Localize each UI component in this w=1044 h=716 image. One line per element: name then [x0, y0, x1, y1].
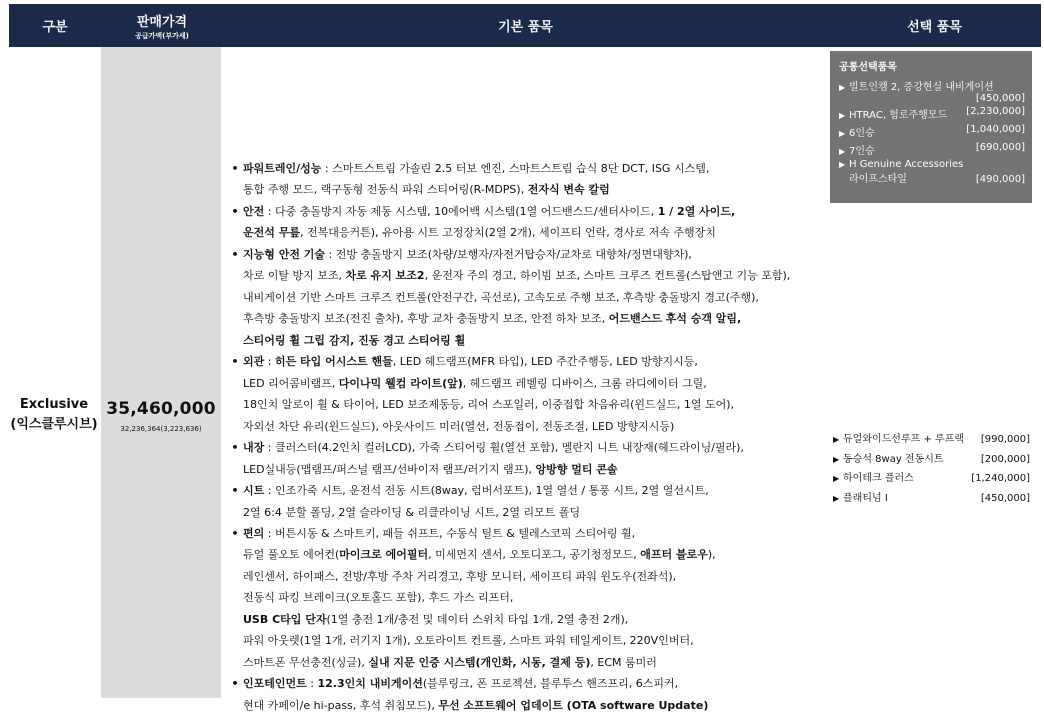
basic-item-text: 1 / 2열 사이드,: [657, 204, 736, 218]
basic-item-text: 마이크로 에어필터: [339, 548, 429, 562]
basic-item-text: 파워 아웃렛(1열 1개, 러기지 1개), 오토라이트 컨트롤, 스마트 파워 테일게이트, 220V인버터,: [243, 634, 694, 648]
trim-option-name: 플래티넘 I: [843, 492, 888, 504]
trim-option-item: [833, 489, 1030, 509]
triangle-bullet-icon: ▶: [833, 493, 840, 503]
common-option-name: H Genuine Accessories: [849, 159, 964, 170]
basic-item-text: 전동식 파킹 브레이크(오토홀드 포함), 후드 가스 리프터,: [243, 591, 514, 605]
basic-item-text: 애프터 블로우: [640, 548, 708, 562]
common-option-price: [690,000]: [975, 142, 1025, 153]
header-price-sub: 공급가액(부가세): [135, 31, 189, 40]
triangle-bullet-icon: ▶: [833, 454, 840, 464]
basic-item-text: 18인치 알로이 휠 & 타이어, LED 보조제동등, 리어 스포일러, 이중접합 차음유리(윈드실드, 1열 도어),: [243, 398, 735, 412]
common-option-name: HTRAC, 험로주행모드: [849, 110, 948, 121]
header-options: 선택 품목: [907, 20, 962, 35]
basic-item-line: [227, 523, 825, 544]
basic-item-line: [227, 502, 825, 523]
sale-price: 35,460,000: [106, 399, 216, 419]
triangle-bullet-icon: ▶: [839, 111, 846, 120]
basic-item-text: : 클러스터(4.2인치 컬러LCD), 가죽 스티어링 휠(열선 포함), 멜란지 니트 내장재(헤드라이닝/필라),: [264, 441, 744, 455]
triangle-bullet-icon: ▶: [839, 160, 846, 169]
basic-item-text: 파워트레인/성능: [243, 162, 322, 175]
basic-item-text: 무선 소프트웨어 업데이트 (OTA software Update): [438, 698, 709, 712]
table-header: [9, 4, 1041, 47]
basic-item-text: 지능형 안전 기술: [243, 247, 326, 261]
bullet-icon: •: [231, 677, 239, 691]
trim-option-price: [200,000]: [980, 453, 1030, 465]
trim-option-item: [833, 469, 1030, 489]
basic-item-line: [227, 287, 825, 308]
basic-item-text: : 인조가죽 시트, 운전석 전동 시트(8way, 럼버서포트), 1열 열선 / 통풍 시트, 2열 열선시트,: [264, 484, 709, 498]
basic-item-text: 내비게이션 기반 스마트 크루즈 컨트롤(안전구간, 곡선로), 고속도로 주행 보조, 후측방 충돌방지 경고(주행),: [243, 290, 759, 304]
basic-item-text: (블루링크, 폰 프로젝션, 블루투스 핸즈프리, 6스피커,: [422, 677, 679, 691]
basic-item-text: , 헤드램프 레벨링 디바이스, 크롬 라디에이터 그릴,: [462, 376, 707, 390]
basic-item-text: USB C타입 단자: [243, 612, 327, 626]
trim-option-name: 동승석 8way 전동시트: [843, 453, 944, 465]
common-option-price: [490,000]: [975, 174, 1025, 185]
bullet-icon: •: [231, 162, 239, 175]
basic-item-line: [227, 437, 825, 458]
basic-item-line: [227, 673, 825, 694]
triangle-bullet-icon: ▶: [833, 474, 840, 483]
common-option-price: [1,040,000]: [966, 124, 1025, 135]
basic-item-line: [227, 416, 825, 437]
basic-items-list: [227, 158, 825, 716]
options-cell: [828, 47, 1041, 698]
basic-item-text: 내장: [243, 441, 265, 455]
basic-item-text: , LED 헤드램프(MFR 타입), LED 주간주행등, LED 방향지시등,: [392, 355, 698, 369]
common-option-item: [839, 124, 1025, 139]
common-option-name-line2: 라이프스타일: [849, 174, 907, 185]
basic-item-line: [227, 587, 825, 608]
triangle-bullet-icon: ▶: [839, 129, 846, 138]
basic-item-text: LED 리어콤비램프,: [243, 376, 339, 390]
basic-item-line: [227, 244, 825, 265]
basic-item-line: [227, 459, 825, 480]
basic-item-text: : 버튼시동 & 스마트키, 패들 쉬프트, 수동식 틸트 & 텔레스코픽 스티어링 휠,: [264, 526, 636, 540]
common-option-name: 6인승: [849, 128, 875, 139]
basic-item-line: [227, 351, 825, 372]
basic-item-line: [227, 222, 825, 243]
common-option-name: 7인승: [849, 146, 875, 157]
basic-item-text: 차로 유지 보조2: [345, 269, 425, 283]
bullet-icon: •: [231, 204, 239, 218]
basic-item-line: [227, 179, 825, 200]
basic-item-line: [227, 609, 825, 630]
basic-item-text: 12.3인치 내비게이션: [317, 677, 423, 691]
header-basic-items: 기본 품목: [498, 20, 553, 35]
basic-item-text: 후측방 충돌방지 보조(전진 출차), 후방 교차 충돌방지 보조, 안전 하차 보조,: [243, 312, 609, 326]
basic-item-text: :: [264, 355, 275, 369]
price-cell: [101, 47, 221, 698]
basic-item-text: 레인센서, 하이패스, 전방/후방 주차 거리경고, 후방 모니터, 세이프티 파워 윈도우(전좌석),: [243, 569, 677, 583]
basic-item-line: [227, 544, 825, 565]
triangle-bullet-icon: ▶: [833, 435, 840, 444]
bullet-icon: •: [231, 247, 239, 261]
basic-item-text: :: [306, 677, 318, 691]
bullet-icon: •: [231, 355, 239, 369]
trim-option-name: 듀얼와이드선루프 + 루프랙: [843, 434, 964, 445]
header-division: 구분: [42, 20, 68, 35]
basic-item-text: : 전방 충돌방지 보조(차량/보행자/자전거탑승자/교차로 대향차/정면대향차),: [325, 247, 692, 261]
common-option-name: 빌트인캠 2, 증강현실 내비게이션: [849, 82, 994, 93]
trim-option-item: [833, 450, 1030, 470]
trim-name-cell: [9, 47, 99, 698]
trim-name: Exclusive (익스클루시브): [10, 397, 98, 432]
basic-item-text: 실내 지문 인증 시스템(개인화, 시동, 결제 등): [368, 655, 591, 669]
basic-item-line: [227, 566, 825, 587]
basic-item-text: 2열 6:4 분할 폴딩, 2열 슬라이딩 & 리클라이닝 시트, 2열 리모트 폴딩: [243, 505, 581, 519]
basic-item-text: 자외선 차단 유리(윈드실드), 아웃사이드 미러(열선, 전동접이, 전동조절, LED 방향지시등): [243, 419, 675, 433]
basic-item-text: 스마트폰 무선충전(싱글),: [243, 655, 369, 669]
basic-item-text: : 스마트스트림 가솔린 2.5 터보 엔진, 스마트스트림 습식 8단 DCT, ISG 시스템,: [321, 162, 710, 175]
common-option-price: [2,230,000]: [966, 106, 1025, 117]
basic-item-text: , 미세먼지 센서, 오토디포그, 공기청정모드,: [428, 548, 641, 562]
basic-items-cell: [223, 47, 826, 712]
common-options-title: 공통선택품목: [839, 62, 897, 73]
basic-item-text: 차로 이탈 방지 보조,: [243, 269, 346, 283]
trim-option-item: [833, 430, 1030, 450]
basic-item-line: [227, 308, 825, 329]
basic-item-text: , 운전자 주의 경고, 하이빔 보조, 스마트 크루즈 컨트롤(스탑앤고 기능 포함),: [424, 269, 791, 283]
common-option-item: [839, 142, 1025, 157]
supply-price: 32,236,364(3,223,636): [120, 425, 202, 433]
basic-item-text: 외관: [243, 355, 265, 369]
basic-item-text: (1열 충전 1개/충전 및 데이터 스위치 타입 1개, 2열 충전 2개),: [326, 612, 629, 626]
basic-item-line: [227, 630, 825, 651]
triangle-bullet-icon: ▶: [839, 83, 846, 92]
trim-options-list: [833, 430, 1030, 508]
bullet-icon: •: [231, 441, 239, 455]
basic-item-text: 편의: [243, 526, 265, 540]
basic-item-text: : 다중 충돌방지 자동 제동 시스템, 10에어백 시스템(1열 어드밴스드/센터사이드,: [264, 204, 658, 218]
basic-item-text: 통합 주행 모드, 랙구동형 전동식 파워 스티어링(R-MDPS),: [243, 183, 528, 197]
common-options-box: [830, 51, 1032, 203]
basic-item-line: [227, 373, 825, 394]
basic-item-text: 앙방향 멀티 콘솔: [535, 462, 618, 476]
basic-item-text: 시트: [243, 484, 265, 498]
basic-item-line: [227, 480, 825, 501]
basic-item-text: ),: [707, 548, 716, 562]
basic-item-line: [227, 394, 825, 415]
trim-option-price: [990,000]: [980, 434, 1030, 445]
common-option-price: [450,000]: [975, 93, 1025, 104]
basic-item-line: [227, 201, 825, 222]
basic-item-text: 스티어링 휠 그립 감지, 진동 경고 스티어링 휠: [243, 333, 466, 347]
basic-item-text: 어드밴스드 후석 승객 알림,: [608, 312, 742, 326]
basic-item-line: [227, 330, 825, 351]
bullet-icon: •: [231, 526, 239, 540]
trim-option-price: [450,000]: [980, 492, 1030, 504]
header-price: 판매가격 공급가액(부가세): [135, 14, 189, 40]
triangle-bullet-icon: ▶: [839, 147, 846, 156]
basic-item-line: [227, 265, 825, 286]
basic-item-text: 듀얼 풀오토 에어컨(: [243, 548, 340, 562]
basic-item-text: 히든 타입 어시스트 핸들: [274, 355, 393, 369]
common-option-item: [839, 159, 1025, 185]
trim-option-name: 하이테크 플러스: [843, 473, 914, 484]
basic-item-text: 전자식 변속 칼럼: [527, 183, 610, 197]
trim-option-price: [1,240,000]: [971, 473, 1030, 484]
common-option-item: [839, 106, 1025, 121]
basic-item-text: LED실내등(맵램프/퍼스널 램프/선바이저 램프/러기지 램프),: [243, 462, 536, 476]
basic-item-text: , ECM 룸미러: [590, 655, 657, 669]
basic-item-text: 다이나믹 웰컴 라이트(앞): [338, 376, 463, 390]
basic-item-text: 현대 카페이/e hi-pass, 후석 취침모드),: [243, 698, 439, 712]
basic-item-text: 운전석 무릎: [243, 226, 300, 240]
basic-item-line: [227, 158, 825, 179]
bullet-icon: •: [231, 484, 239, 498]
basic-item-text: , 전복대응커튼), 유아용 시트 고정장치(2열 2개), 세이프티 언락, 경사로 저속 주행장치: [299, 226, 716, 240]
common-option-item: [839, 78, 1025, 104]
trim-price: [101, 399, 221, 433]
basic-item-line: [227, 652, 825, 673]
basic-item-text: 안전: [243, 204, 265, 218]
basic-item-text: 인포테인먼트: [243, 677, 307, 691]
